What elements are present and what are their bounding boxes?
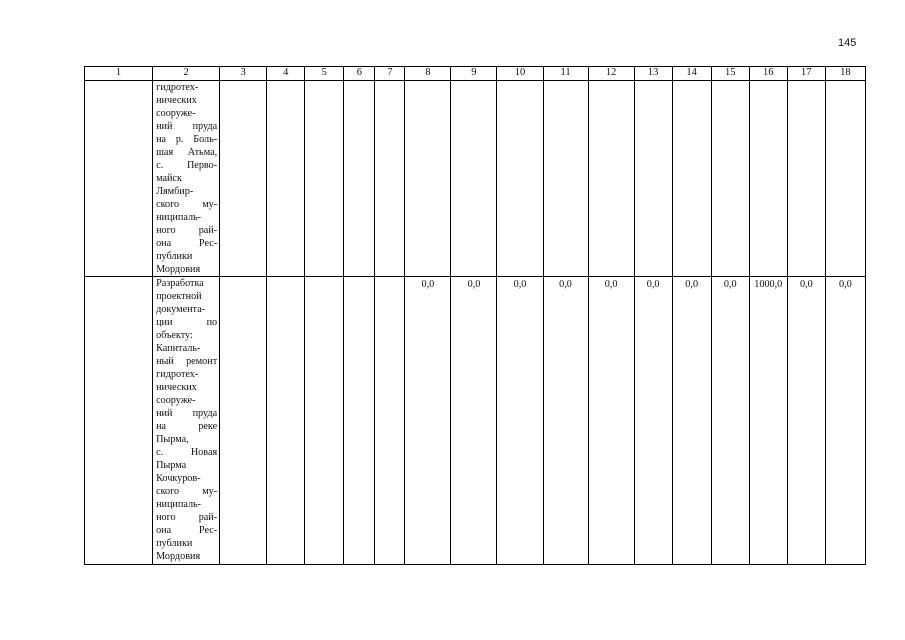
description-line: нических: [156, 95, 197, 106]
description-line: публики: [156, 538, 193, 549]
value-cell: [305, 277, 344, 565]
description-line: ского му-: [156, 199, 218, 210]
value-cell: [787, 81, 825, 277]
column-header: 17: [787, 67, 825, 81]
column-header: 9: [451, 67, 497, 81]
column-header: 7: [375, 67, 405, 81]
value-cell: 0,0: [588, 277, 634, 565]
column-header: 16: [749, 67, 787, 81]
description-line: она Рес-: [156, 525, 218, 536]
description-line: Пырма,: [156, 434, 189, 445]
value-cell: 0,0: [543, 277, 588, 565]
description-line: ниципаль-: [156, 212, 202, 223]
column-header: 4: [267, 67, 305, 81]
column-header: 1: [85, 67, 153, 81]
column-header: 18: [825, 67, 865, 81]
value-cell: [711, 81, 749, 277]
description-line: на р. Боль-: [156, 134, 218, 145]
description-line: Разработка: [156, 278, 204, 289]
value-cell: 0,0: [787, 277, 825, 565]
column-header: 14: [672, 67, 711, 81]
value-cell: 0,0: [825, 277, 865, 565]
description-cell: [153, 277, 220, 565]
value-cell: [375, 277, 405, 565]
description-line: публики: [156, 251, 193, 262]
value-cell: [305, 81, 344, 277]
description-line: Мордовия: [156, 264, 201, 275]
description-line: документа-: [156, 304, 206, 315]
budget-table: [84, 66, 866, 565]
value-cell: [344, 81, 375, 277]
value-cell: [451, 81, 497, 277]
value-cell: [588, 81, 634, 277]
value-cell: [267, 277, 305, 565]
column-header: 15: [711, 67, 749, 81]
description-line: Кочкуров-: [156, 473, 201, 484]
value-cell: 0,0: [451, 277, 497, 565]
column-header: 2: [153, 67, 220, 81]
description-line: нических: [156, 382, 197, 393]
column-number-row: [85, 67, 866, 81]
description-line: сооруже-: [156, 395, 196, 406]
description-line: Капиталь-: [156, 343, 201, 354]
description-line: ного рай-: [156, 512, 218, 523]
value-cell: [672, 81, 711, 277]
column-header: 6: [344, 67, 375, 81]
description-line: ниципаль-: [156, 499, 202, 510]
table-row: [85, 277, 866, 565]
description-line: на реке: [156, 421, 218, 432]
column-header: 13: [634, 67, 672, 81]
description-line: гидротех-: [156, 82, 199, 93]
description-line: Мордовия: [156, 551, 201, 562]
description-line: гидротех-: [156, 369, 199, 380]
value-cell: [543, 81, 588, 277]
column-header: 5: [305, 67, 344, 81]
description-line: Пырма: [156, 460, 187, 471]
column-header: 8: [405, 67, 451, 81]
description-line: ского му-: [156, 486, 218, 497]
description-line: ного рай-: [156, 225, 218, 236]
column-header: 3: [220, 67, 267, 81]
column-header: 10: [497, 67, 543, 81]
value-cell: [220, 277, 267, 565]
value-cell: [220, 81, 267, 277]
value-cell: 0,0: [634, 277, 672, 565]
value-cell: [497, 81, 543, 277]
description-line: майск: [156, 173, 182, 184]
page-number: 145: [838, 37, 857, 49]
value-cell: 0,0: [405, 277, 451, 565]
description-line: с. Новая: [156, 447, 218, 458]
value-cell: [825, 81, 865, 277]
value-cell: 0,0: [711, 277, 749, 565]
value-cell: 0,0: [497, 277, 543, 565]
description-line: проектной: [156, 291, 202, 302]
description-cell: [153, 81, 220, 277]
description-line: она Рес-: [156, 238, 218, 249]
value-cell: [267, 81, 305, 277]
value-cell: 0,0: [672, 277, 711, 565]
description-line: шая Атьма,: [156, 147, 218, 158]
description-line: ний пруда: [156, 121, 218, 132]
description-line: с. Перво-: [156, 160, 218, 171]
description-line: ный ремонт: [156, 356, 218, 367]
description-line: сооруже-: [156, 108, 196, 119]
value-cell: [749, 81, 787, 277]
value-cell: [405, 81, 451, 277]
value-cell: 1000,0: [749, 277, 787, 565]
value-cell: [375, 81, 405, 277]
description-line: ции по: [156, 317, 218, 328]
value-cell: [344, 277, 375, 565]
empty-cell: [85, 277, 153, 565]
column-header: 11: [543, 67, 588, 81]
description-line: объекту:: [156, 330, 193, 341]
description-line: Лямбир-: [156, 186, 194, 197]
empty-cell: [85, 81, 153, 277]
column-header: 12: [588, 67, 634, 81]
description-line: ний пруда: [156, 408, 218, 419]
value-cell: [634, 81, 672, 277]
table-row: [85, 81, 866, 277]
